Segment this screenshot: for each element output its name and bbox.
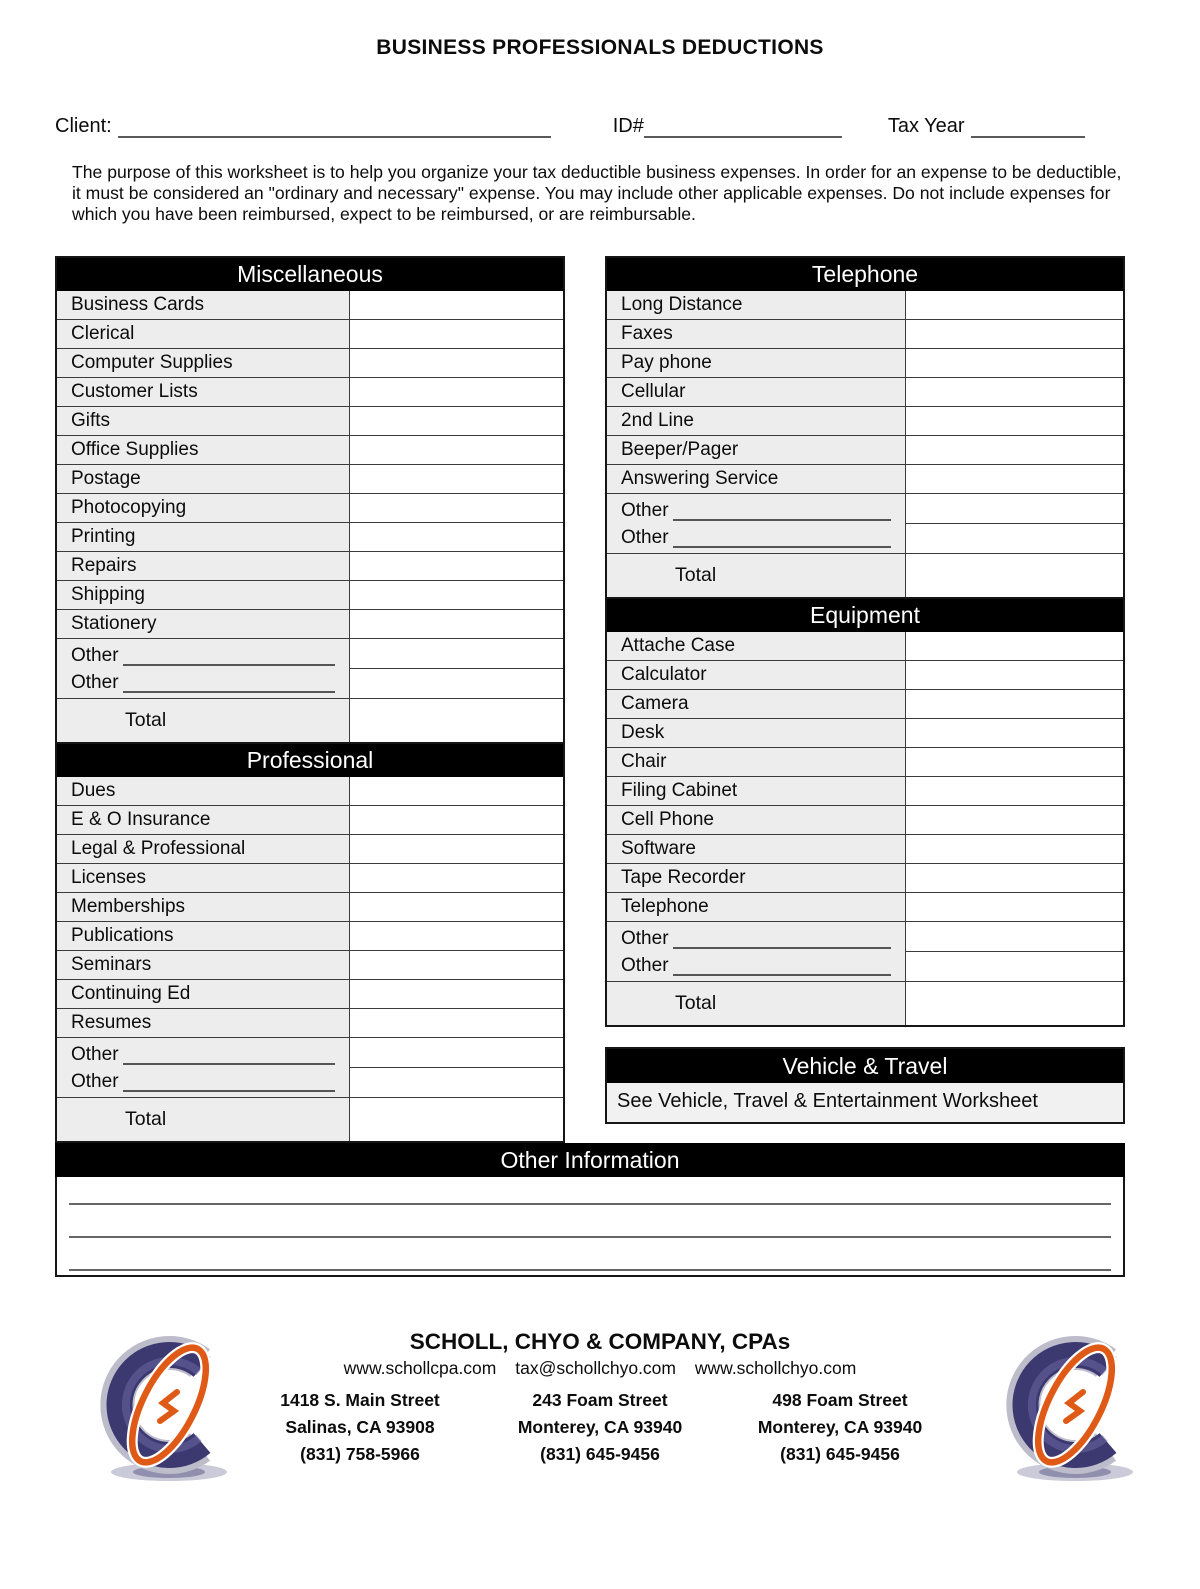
other-entry — [71, 1041, 349, 1067]
total-row — [607, 554, 1123, 597]
expense-amount-cell[interactable] — [350, 523, 563, 551]
expense-label: Publications — [57, 922, 350, 950]
expense-label: Photocopying — [57, 494, 350, 522]
expense-amount-cell[interactable] — [906, 952, 1123, 981]
expense-label: Long Distance — [607, 291, 906, 319]
expense-row — [57, 436, 563, 465]
expense-row — [57, 864, 563, 893]
expense-label: Shipping — [57, 581, 350, 609]
firm-logo-icon — [990, 1329, 1160, 1489]
expense-row — [607, 436, 1123, 465]
expense-amount-cell[interactable] — [350, 806, 563, 834]
other-amount-cells — [350, 1038, 563, 1097]
expense-amount-cell[interactable] — [906, 291, 1123, 319]
client-fill-line[interactable] — [118, 114, 551, 138]
other-information-header: Other Information — [55, 1143, 1125, 1177]
expense-amount-cell[interactable] — [906, 494, 1123, 524]
expense-amount-cell[interactable] — [350, 864, 563, 892]
total-label: Total — [57, 699, 350, 742]
expense-amount-cell[interactable] — [350, 893, 563, 921]
expense-amount-cell[interactable] — [906, 465, 1123, 493]
expense-amount-cell[interactable] — [350, 378, 563, 406]
miscellaneous-table — [55, 256, 565, 744]
other-rows — [607, 922, 1123, 982]
expense-row — [607, 320, 1123, 349]
expense-label: Calculator — [607, 661, 906, 689]
other-fill-line[interactable] — [673, 929, 891, 949]
expense-label: Filing Cabinet — [607, 777, 906, 805]
office-address — [253, 1387, 467, 1468]
page-title: BUSINESS PROFESSIONALS DEDUCTIONS — [376, 36, 824, 59]
expense-row — [607, 407, 1123, 436]
other-fill-line[interactable] — [123, 673, 335, 693]
total-amount-cell[interactable] — [906, 554, 1123, 597]
expense-amount-cell[interactable] — [350, 835, 563, 863]
total-amount-cell[interactable] — [350, 1098, 563, 1141]
expense-label: Beeper/Pager — [607, 436, 906, 464]
expense-label: Clerical — [57, 320, 350, 348]
other-entry — [621, 925, 905, 951]
other-information-box — [55, 1177, 1125, 1277]
expense-row — [607, 661, 1123, 690]
client-id-taxyear-row — [55, 110, 1115, 138]
other-fill-line[interactable] — [673, 501, 891, 521]
expense-amount-cell[interactable] — [906, 777, 1123, 805]
expense-row — [57, 320, 563, 349]
expense-amount-cell[interactable] — [906, 661, 1123, 689]
footer — [0, 1329, 1200, 1499]
other-labels — [607, 494, 906, 553]
firm-website: www.schollchyo.com — [694, 1358, 857, 1378]
firm-website: www.schollcpa.com — [343, 1358, 497, 1378]
expense-amount-cell[interactable] — [350, 349, 563, 377]
expense-row — [57, 552, 563, 581]
office-addresses — [240, 1387, 960, 1468]
expense-amount-cell[interactable] — [906, 349, 1123, 377]
total-amount-cell[interactable] — [906, 982, 1123, 1025]
expense-row — [57, 893, 563, 922]
total-label: Total — [57, 1098, 350, 1141]
expense-label: Legal & Professional — [57, 835, 350, 863]
expense-amount-cell[interactable] — [350, 669, 563, 698]
right-column — [605, 256, 1125, 1124]
other-label: Other — [71, 672, 119, 693]
other-label: Other — [71, 1044, 119, 1065]
other-entry — [621, 524, 905, 550]
telephone-table — [605, 256, 1125, 599]
tax-year-label: Tax Year — [887, 115, 965, 137]
other-label: Other — [621, 955, 669, 976]
expense-amount-cell[interactable] — [350, 951, 563, 979]
total-row — [57, 699, 563, 742]
total-row — [607, 982, 1123, 1025]
expense-row — [57, 523, 563, 552]
expense-row — [607, 777, 1123, 806]
expense-row — [57, 581, 563, 610]
expense-amount-cell[interactable] — [350, 494, 563, 522]
expense-row — [57, 951, 563, 980]
expense-row — [607, 748, 1123, 777]
client-label: Client: — [55, 115, 112, 137]
total-label: Total — [607, 554, 906, 597]
tax-year-fill-line[interactable] — [971, 114, 1085, 138]
expense-row — [57, 806, 563, 835]
other-label: Other — [621, 527, 669, 548]
expense-row — [57, 610, 563, 639]
expense-row — [607, 835, 1123, 864]
other-entry — [71, 669, 349, 695]
expense-label: Attache Case — [607, 632, 906, 660]
expense-amount-cell[interactable] — [350, 777, 563, 805]
expense-label: Continuing Ed — [57, 980, 350, 1008]
expense-row — [57, 407, 563, 436]
vehicle-travel-table — [605, 1047, 1125, 1124]
other-fill-line[interactable] — [673, 956, 891, 976]
expense-amount-cell[interactable] — [350, 320, 563, 348]
expense-label: Licenses — [57, 864, 350, 892]
other-fill-line[interactable] — [123, 1045, 335, 1065]
footer-firm-block — [240, 1329, 960, 1468]
expense-label: Cell Phone — [607, 806, 906, 834]
expense-row — [607, 806, 1123, 835]
firm-name: SCHOLL, CHYO & COMPANY, CPAs — [409, 1329, 791, 1354]
expense-row — [607, 893, 1123, 922]
expense-row — [57, 980, 563, 1009]
id-fill-line[interactable] — [644, 114, 842, 138]
expense-label: Desk — [607, 719, 906, 747]
expense-amount-cell[interactable] — [350, 581, 563, 609]
expense-row — [607, 465, 1123, 494]
expense-amount-cell[interactable] — [350, 1068, 563, 1097]
expense-row — [607, 632, 1123, 661]
expense-row — [607, 690, 1123, 719]
other-amount-cells — [906, 922, 1123, 981]
other-entry — [71, 1068, 349, 1094]
expense-label: Postage — [57, 465, 350, 493]
expense-label: Tape Recorder — [607, 864, 906, 892]
expense-row — [607, 291, 1123, 320]
expense-row — [57, 494, 563, 523]
expense-label: Computer Supplies — [57, 349, 350, 377]
expense-amount-cell[interactable] — [350, 1009, 563, 1037]
office-street: 243 Foam Street — [532, 1390, 668, 1410]
expense-amount-cell[interactable] — [350, 610, 563, 638]
expense-amount-cell[interactable] — [906, 922, 1123, 952]
expense-row — [57, 1009, 563, 1038]
other-amount-cells — [906, 494, 1123, 553]
equipment-header: Equipment — [607, 599, 1123, 632]
expense-row — [57, 835, 563, 864]
expense-amount-cell[interactable] — [350, 407, 563, 435]
office-phone: (831) 645-9456 — [780, 1444, 900, 1464]
office-city: Salinas, CA 93908 — [285, 1417, 435, 1437]
expense-label: Chair — [607, 748, 906, 776]
other-label: Other — [71, 645, 119, 666]
expense-amount-cell[interactable] — [350, 436, 563, 464]
expense-label: E & O Insurance — [57, 806, 350, 834]
expense-label: Repairs — [57, 552, 350, 580]
expense-amount-cell[interactable] — [350, 980, 563, 1008]
expense-label: Dues — [57, 777, 350, 805]
other-amount-cells — [350, 639, 563, 698]
expense-amount-cell[interactable] — [350, 552, 563, 580]
expense-label: Memberships — [57, 893, 350, 921]
other-fill-line[interactable] — [673, 528, 891, 548]
expense-amount-cell[interactable] — [350, 1038, 563, 1068]
office-phone: (831) 758-5966 — [300, 1444, 420, 1464]
firm-contacts — [240, 1358, 960, 1379]
expense-amount-cell[interactable] — [906, 893, 1123, 921]
expense-amount-cell[interactable] — [906, 632, 1123, 660]
expense-label: Resumes — [57, 1009, 350, 1037]
miscellaneous-header: Miscellaneous — [57, 258, 563, 291]
other-entry — [621, 952, 905, 978]
professional-table — [55, 744, 565, 1143]
id-label: ID# — [612, 115, 644, 137]
expense-amount-cell[interactable] — [906, 719, 1123, 747]
other-entry — [71, 642, 349, 668]
other-rows — [607, 494, 1123, 554]
expense-row — [57, 349, 563, 378]
expense-amount-cell[interactable] — [350, 922, 563, 950]
office-street: 498 Foam Street — [772, 1390, 908, 1410]
office-address — [493, 1387, 707, 1468]
office-phone: (831) 645-9456 — [540, 1444, 660, 1464]
telephone-header: Telephone — [607, 258, 1123, 291]
expense-amount-cell[interactable] — [906, 407, 1123, 435]
intro-paragraph: The purpose of this worksheet is to help you organize your tax deductible business expenses. In order for an expense to be deductible, it must be considered an "ordinary and necessary" expense. You may include other applicable expenses. Do not include expenses for which you have been reimbursed, expect to be reimbursed, or are reimbursable. — [72, 162, 1122, 224]
expense-label: Pay phone — [607, 349, 906, 377]
expense-label: Stationery — [57, 610, 350, 638]
expense-row — [57, 922, 563, 951]
expense-row — [57, 465, 563, 494]
office-city: Monterey, CA 93940 — [517, 1417, 683, 1437]
other-rows — [57, 639, 563, 699]
expense-label: Telephone — [607, 893, 906, 921]
expense-label: Software — [607, 835, 906, 863]
total-amount-cell[interactable] — [350, 699, 563, 742]
expense-label: 2nd Line — [607, 407, 906, 435]
expense-row — [607, 864, 1123, 893]
expense-label: Business Cards — [57, 291, 350, 319]
expense-amount-cell[interactable] — [350, 639, 563, 669]
expense-row — [607, 378, 1123, 407]
other-rows — [57, 1038, 563, 1098]
total-label: Total — [607, 982, 906, 1025]
expense-amount-cell[interactable] — [350, 465, 563, 493]
expense-row — [607, 349, 1123, 378]
vehicle-travel-header: Vehicle & Travel — [607, 1049, 1123, 1083]
expense-amount-cell[interactable] — [906, 320, 1123, 348]
expense-label: Faxes — [607, 320, 906, 348]
expense-label: Customer Lists — [57, 378, 350, 406]
other-label: Other — [621, 928, 669, 949]
office-address — [733, 1387, 947, 1468]
expense-label: Answering Service — [607, 465, 906, 493]
expense-tables — [55, 256, 1200, 1143]
office-city: Monterey, CA 93940 — [757, 1417, 923, 1437]
other-label: Other — [621, 500, 669, 521]
expense-amount-cell[interactable] — [906, 748, 1123, 776]
other-information-line[interactable] — [69, 1177, 1111, 1205]
expense-label: Gifts — [57, 407, 350, 435]
expense-amount-cell[interactable] — [906, 835, 1123, 863]
other-labels — [607, 922, 906, 981]
expense-amount-cell[interactable] — [906, 806, 1123, 834]
left-column — [55, 256, 565, 1143]
firm-email: tax@schollchyo.com — [515, 1358, 676, 1378]
expense-amount-cell[interactable] — [906, 524, 1123, 553]
expense-amount-cell[interactable] — [906, 378, 1123, 406]
expense-amount-cell[interactable] — [906, 864, 1123, 892]
expense-row — [57, 291, 563, 320]
vehicle-travel-note: See Vehicle, Travel & Entertainment Worksheet — [607, 1083, 1123, 1122]
office-street: 1418 S. Main Street — [280, 1390, 440, 1410]
equipment-table — [605, 599, 1125, 1027]
other-labels — [57, 639, 350, 698]
expense-amount-cell[interactable] — [906, 690, 1123, 718]
other-fill-line[interactable] — [123, 646, 335, 666]
other-label: Other — [71, 1071, 119, 1092]
expense-row — [57, 378, 563, 407]
other-labels — [57, 1038, 350, 1097]
other-fill-line[interactable] — [123, 1072, 335, 1092]
other-entry — [621, 497, 905, 523]
expense-amount-cell[interactable] — [906, 436, 1123, 464]
expense-row — [607, 719, 1123, 748]
firm-logo-icon — [84, 1329, 254, 1489]
expense-amount-cell[interactable] — [350, 291, 563, 319]
expense-label: Cellular — [607, 378, 906, 406]
other-information-line[interactable] — [69, 1205, 1111, 1238]
total-row — [57, 1098, 563, 1141]
professional-header: Professional — [57, 744, 563, 777]
other-information-line[interactable] — [69, 1238, 1111, 1271]
expense-row — [57, 777, 563, 806]
expense-label: Office Supplies — [57, 436, 350, 464]
expense-label: Camera — [607, 690, 906, 718]
expense-label: Printing — [57, 523, 350, 551]
expense-label: Seminars — [57, 951, 350, 979]
